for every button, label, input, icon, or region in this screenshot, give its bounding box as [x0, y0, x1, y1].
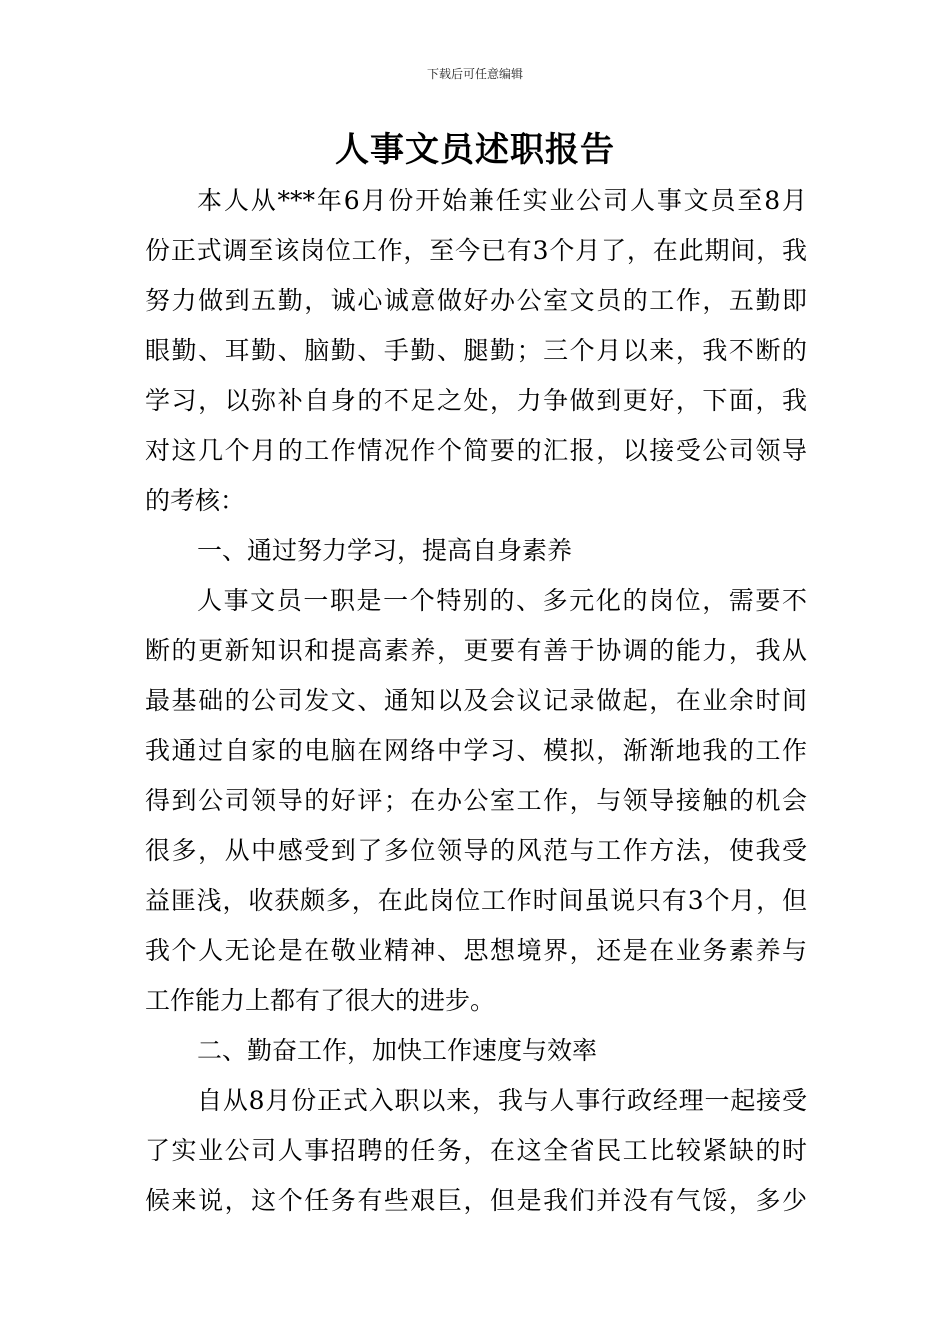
body-text-line: 本人从***年6月份开始兼任实业公司人事文员至8月: [197, 186, 807, 215]
body-text-line: 得到公司领导的好评；在办公室工作，与领导接触的机会: [145, 786, 807, 815]
body-text-line: 的考核：: [145, 486, 246, 515]
body-text-line: 份正式调至该岗位工作，至今已有3个月了，在此期间，我: [145, 236, 807, 265]
body-text-line: 断的更新知识和提高素养，更要有善于协调的能力，我从: [145, 636, 807, 665]
body-text-line: 益匪浅，收获颇多，在此岗位工作时间虽说只有3个月，但: [145, 886, 807, 915]
body-text-line: 最基础的公司发文、通知以及会议记录做起，在业余时间: [145, 686, 807, 715]
body-text-line: 人事文员一职是一个特别的、多元化的岗位，需要不: [197, 586, 807, 615]
body-text-line: 对这几个月的工作情况作个简要的汇报，以接受公司领导: [145, 436, 807, 465]
body-text-line: 我个人无论是在敬业精神、思想境界，还是在业务素养与: [145, 936, 807, 965]
section-heading: 一、通过努力学习，提高自身素养: [197, 536, 573, 565]
body-text-line: 自从8月份正式入职以来，我与人事行政经理一起接受: [197, 1086, 807, 1115]
body-text-line: 努力做到五勤，诚心诚意做好办公室文员的工作，五勤即: [145, 286, 807, 315]
body-text-line: 了实业公司人事招聘的任务，在这全省民工比较紧缺的时: [145, 1136, 807, 1165]
document-body: [145, 176, 807, 1226]
body-text-line: 学习，以弥补自身的不足之处，力争做到更好，下面，我: [145, 386, 807, 415]
body-text-line: 眼勤、耳勤、脑勤、手勤、腿勤；三个月以来，我不断的: [145, 336, 807, 365]
document-title: 人事文员述职报告: [335, 130, 615, 170]
header-note: 下载后可任意编辑: [426, 67, 523, 81]
body-text-line: 很多，从中感受到了多位领导的风范与工作方法，使我受: [145, 836, 807, 865]
section-heading: 二、勤奋工作，加快工作速度与效率: [197, 1036, 598, 1065]
body-text-line: 工作能力上都有了很大的进步。: [145, 986, 496, 1015]
body-text-line: 候来说，这个任务有些艰巨，但是我们并没有气馁，多少: [145, 1186, 807, 1215]
body-text-line: 我通过自家的电脑在网络中学习、模拟，渐渐地我的工作: [145, 736, 807, 765]
